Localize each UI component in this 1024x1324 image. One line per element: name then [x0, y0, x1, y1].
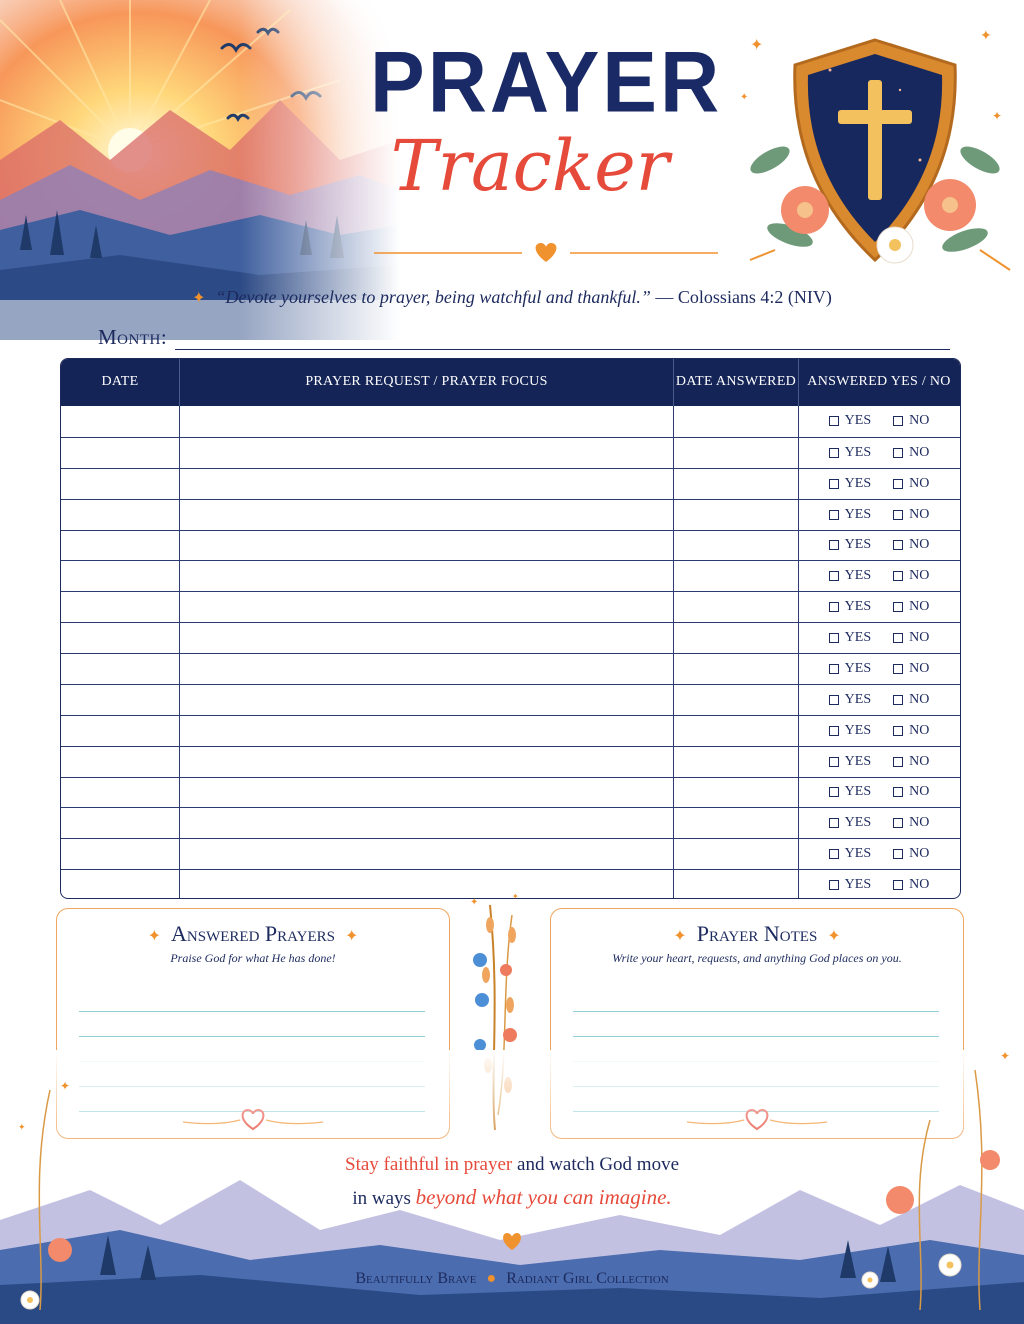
checkbox-icon: [829, 757, 839, 767]
yes-checkbox[interactable]: [829, 476, 871, 492]
table-body: [61, 406, 960, 899]
date-answered-cell[interactable]: [674, 870, 799, 899]
no-label: NO: [909, 691, 930, 707]
footer-brand: [0, 1270, 1024, 1288]
no-label: NO: [909, 506, 930, 522]
prayer-request-cell[interactable]: [180, 500, 674, 530]
no-checkbox[interactable]: [893, 630, 929, 646]
svg-text:✦: ✦: [980, 29, 992, 44]
answered-prayers-title-text: Answered Prayers: [171, 921, 335, 946]
yes-label: YES: [844, 475, 872, 491]
table-row: [61, 468, 960, 499]
date-answered-cell[interactable]: [674, 778, 799, 808]
date-cell[interactable]: [61, 654, 180, 684]
no-label: NO: [909, 599, 930, 615]
yes-label: YES: [844, 630, 872, 646]
date-answered-cell[interactable]: [674, 654, 799, 684]
date-cell[interactable]: [61, 870, 180, 899]
checkbox-icon: [829, 880, 839, 890]
header-date-answered: DATE ANSWERED: [674, 359, 799, 406]
date-cell[interactable]: [61, 808, 180, 838]
yes-label: YES: [844, 722, 872, 738]
checkbox-icon: [829, 695, 839, 705]
date-answered-cell[interactable]: [674, 747, 799, 777]
prayer-request-cell[interactable]: [180, 406, 674, 437]
answered-cell: [799, 469, 959, 499]
yes-checkbox[interactable]: [829, 445, 871, 461]
answered-cell: [799, 531, 959, 561]
date-answered-cell[interactable]: [674, 685, 799, 715]
no-label: NO: [909, 815, 930, 831]
checkbox-icon: [893, 787, 903, 797]
answered-cell: [799, 500, 959, 530]
table-row: [61, 777, 960, 808]
date-answered-cell[interactable]: [674, 623, 799, 653]
checkbox-icon: [893, 849, 903, 859]
header-date: DATE: [61, 359, 180, 406]
checkbox-icon: [829, 479, 839, 489]
date-answered-cell[interactable]: [674, 592, 799, 622]
yes-checkbox[interactable]: [829, 784, 871, 800]
prayer-request-cell[interactable]: [180, 778, 674, 808]
checkbox-icon: [829, 664, 839, 674]
yes-label: YES: [844, 537, 872, 553]
no-checkbox[interactable]: [893, 476, 929, 492]
table-row: [61, 807, 960, 838]
checkbox-icon: [829, 448, 839, 458]
closing-line-1: [0, 1154, 1024, 1176]
no-label: NO: [909, 722, 930, 738]
no-checkbox[interactable]: [893, 599, 929, 615]
header-prayer-request: PRAYER REQUEST / PRAYER FOCUS: [180, 359, 674, 406]
checkbox-icon: [829, 510, 839, 520]
table-row: [61, 499, 960, 530]
checkbox-icon: [829, 416, 839, 426]
footer-left: Beautifully Brave: [355, 1270, 477, 1287]
no-label: NO: [909, 846, 930, 862]
quote-text: “Devote yourselves to prayer, being watchful and thankful.”: [215, 287, 651, 307]
no-checkbox[interactable]: [893, 413, 929, 429]
date-cell[interactable]: [61, 531, 180, 561]
sparkle-icon: ✦: [344, 928, 359, 945]
date-answered-cell[interactable]: [674, 839, 799, 869]
yes-checkbox[interactable]: [829, 630, 871, 646]
date-cell[interactable]: [61, 561, 180, 591]
yes-checkbox[interactable]: [829, 723, 871, 739]
date-cell[interactable]: [61, 839, 180, 869]
checkbox-icon: [829, 818, 839, 828]
answered-cell: [799, 870, 959, 899]
sparkle-icon: ✦: [147, 928, 162, 945]
no-label: NO: [909, 784, 930, 800]
prayer-request-cell[interactable]: [180, 561, 674, 591]
date-cell[interactable]: [61, 592, 180, 622]
answered-prayers-title: [57, 921, 449, 947]
header-answered: ANSWERED YES / NO: [807, 374, 951, 390]
yes-label: YES: [844, 660, 872, 676]
yes-label: YES: [844, 599, 872, 615]
sparkle-icon: ✦: [192, 290, 206, 307]
yes-checkbox[interactable]: [829, 846, 871, 862]
date-cell[interactable]: [61, 500, 180, 530]
yes-label: YES: [844, 784, 872, 800]
answered-cell: [799, 438, 959, 468]
sparkle-icon: ✦: [827, 928, 841, 945]
yes-checkbox[interactable]: [829, 568, 871, 584]
no-label: NO: [909, 660, 930, 676]
prayer-request-cell[interactable]: [180, 623, 674, 653]
no-checkbox[interactable]: [893, 661, 929, 677]
answered-cell: [799, 623, 959, 653]
date-answered-cell[interactable]: [674, 716, 799, 746]
checkbox-icon: [829, 633, 839, 643]
date-cell[interactable]: [61, 406, 180, 437]
answered-cell: [799, 685, 959, 715]
answered-cell: [799, 654, 959, 684]
yes-checkbox[interactable]: [829, 413, 871, 429]
prayer-notes-subtitle: Write your heart, requests, and anything God places on you.: [612, 951, 902, 965]
yes-label: YES: [844, 877, 872, 893]
answered-cell: [799, 561, 959, 591]
date-cell[interactable]: [61, 438, 180, 468]
checkbox-icon: [829, 787, 839, 797]
closing-line-2: [0, 1185, 1024, 1210]
no-checkbox[interactable]: [893, 846, 929, 862]
prayer-request-cell[interactable]: [180, 747, 674, 777]
prayer-request-cell[interactable]: [180, 716, 674, 746]
heart-divider: [372, 238, 720, 268]
prayer-notes-title: [551, 921, 963, 947]
no-label: NO: [909, 753, 930, 769]
yes-label: YES: [844, 691, 872, 707]
checkbox-icon: [829, 726, 839, 736]
closing-part-4: beyond what you can imagine.: [415, 1185, 672, 1209]
date-cell[interactable]: [61, 778, 180, 808]
answered-cell: [799, 592, 959, 622]
svg-text:✦: ✦: [740, 92, 749, 103]
closing-part-2: and watch God move: [512, 1154, 679, 1175]
no-checkbox[interactable]: [893, 507, 929, 523]
checkbox-icon: [893, 416, 903, 426]
svg-text:✦: ✦: [470, 897, 479, 908]
date-cell[interactable]: [61, 716, 180, 746]
svg-text:✦: ✦: [60, 1079, 71, 1093]
date-answered-cell[interactable]: [674, 808, 799, 838]
table-row: [61, 622, 960, 653]
no-checkbox[interactable]: [893, 692, 929, 708]
month-label: Month:: [98, 325, 168, 349]
checkbox-icon: [829, 849, 839, 859]
no-label: NO: [909, 877, 930, 893]
yes-checkbox[interactable]: [829, 599, 871, 615]
no-label: NO: [909, 413, 930, 429]
scripture-quote: [0, 287, 1024, 308]
answered-prayers-subtitle: Praise God for what He has done!: [170, 951, 336, 965]
yes-label: YES: [844, 753, 872, 769]
checkbox-icon: [829, 571, 839, 581]
prayer-tracker-table: [60, 358, 961, 899]
table-row: [61, 530, 960, 561]
yes-label: YES: [844, 444, 872, 460]
date-cell[interactable]: [61, 623, 180, 653]
yes-label: YES: [844, 413, 872, 429]
dot-icon: ●: [486, 1270, 497, 1287]
no-label: NO: [909, 537, 930, 553]
yes-checkbox[interactable]: [829, 877, 871, 893]
checkbox-icon: [893, 540, 903, 550]
no-label: NO: [909, 630, 930, 646]
table-header: [61, 359, 960, 406]
yes-checkbox[interactable]: [829, 692, 871, 708]
no-checkbox[interactable]: [893, 537, 929, 553]
checkbox-icon: [829, 540, 839, 550]
checkbox-icon: [893, 664, 903, 674]
svg-text:✦: ✦: [1000, 1050, 1011, 1063]
date-cell[interactable]: [61, 747, 180, 777]
no-label: NO: [909, 475, 930, 491]
no-checkbox[interactable]: [893, 723, 929, 739]
yes-checkbox[interactable]: [829, 661, 871, 677]
table-row: [61, 684, 960, 715]
date-answered-cell[interactable]: [674, 406, 799, 437]
answered-cell: [799, 839, 959, 869]
heart-icon: [492, 1230, 532, 1252]
checkbox-icon: [893, 726, 903, 736]
table-row: [61, 653, 960, 684]
table-row: [61, 437, 960, 468]
answered-cell: [799, 747, 959, 777]
table-row: [61, 715, 960, 746]
date-answered-cell[interactable]: [674, 561, 799, 591]
yes-label: YES: [844, 815, 872, 831]
checkbox-icon: [893, 510, 903, 520]
answered-cell: [799, 716, 959, 746]
checkbox-icon: [829, 602, 839, 612]
yes-checkbox[interactable]: [829, 815, 871, 831]
no-label: NO: [909, 444, 930, 460]
answered-cell: [799, 778, 959, 808]
prayer-request-cell[interactable]: [180, 654, 674, 684]
yes-label: YES: [844, 568, 872, 584]
checkbox-icon: [893, 695, 903, 705]
checkbox-icon: [893, 818, 903, 828]
no-checkbox[interactable]: [893, 568, 929, 584]
checkbox-icon: [893, 479, 903, 489]
date-cell[interactable]: [61, 685, 180, 715]
checkbox-icon: [893, 880, 903, 890]
date-answered-cell[interactable]: [674, 500, 799, 530]
no-checkbox[interactable]: [893, 877, 929, 893]
month-input-line[interactable]: [175, 330, 950, 350]
yes-checkbox[interactable]: [829, 754, 871, 770]
title-tracker: Tracker: [390, 125, 670, 207]
prayer-request-cell[interactable]: [180, 438, 674, 468]
svg-text:✦: ✦: [18, 1122, 26, 1132]
shield-cross-icon: [730, 10, 1020, 300]
no-checkbox[interactable]: [893, 815, 929, 831]
checkbox-icon: [893, 633, 903, 643]
title-prayer: PRAYER: [370, 34, 723, 131]
prayer-request-cell[interactable]: [180, 808, 674, 838]
checkbox-icon: [893, 602, 903, 612]
prayer-request-cell[interactable]: [180, 870, 674, 899]
month-field: [98, 324, 950, 350]
answered-cell: [799, 808, 959, 838]
date-cell[interactable]: [61, 469, 180, 499]
table-row: [61, 838, 960, 869]
table-row: [61, 560, 960, 591]
svg-text:✦: ✦: [512, 892, 519, 901]
no-checkbox[interactable]: [893, 754, 929, 770]
prayer-request-cell[interactable]: [180, 592, 674, 622]
prayer-request-cell[interactable]: [180, 685, 674, 715]
prayer-request-cell[interactable]: [180, 531, 674, 561]
svg-text:✦: ✦: [750, 37, 764, 54]
date-answered-cell[interactable]: [674, 531, 799, 561]
table-row: [61, 746, 960, 777]
prayer-request-cell[interactable]: [180, 839, 674, 869]
answered-cell: [799, 406, 959, 437]
checkbox-icon: [893, 448, 903, 458]
prayer-notes-title-text: Prayer Notes: [696, 921, 818, 946]
date-answered-cell[interactable]: [674, 438, 799, 468]
checkbox-icon: [893, 571, 903, 581]
prayer-request-cell[interactable]: [180, 469, 674, 499]
no-checkbox[interactable]: [893, 784, 929, 800]
closing-part-1: Stay faithful in prayer: [345, 1154, 513, 1175]
closing-part-3: in ways: [352, 1188, 416, 1209]
yes-label: YES: [844, 506, 872, 522]
date-answered-cell[interactable]: [674, 469, 799, 499]
sparkle-icon: ✦: [673, 928, 687, 945]
yes-checkbox[interactable]: [829, 507, 871, 523]
yes-checkbox[interactable]: [829, 537, 871, 553]
no-label: NO: [909, 568, 930, 584]
no-checkbox[interactable]: [893, 445, 929, 461]
quote-citation: — Colossians 4:2 (NIV): [655, 287, 832, 307]
table-row: [61, 591, 960, 622]
checkbox-icon: [893, 757, 903, 767]
footer-right: Radiant Girl Collection: [506, 1270, 669, 1287]
svg-text:✦: ✦: [992, 109, 1003, 123]
table-row: [61, 406, 960, 437]
yes-label: YES: [844, 846, 872, 862]
